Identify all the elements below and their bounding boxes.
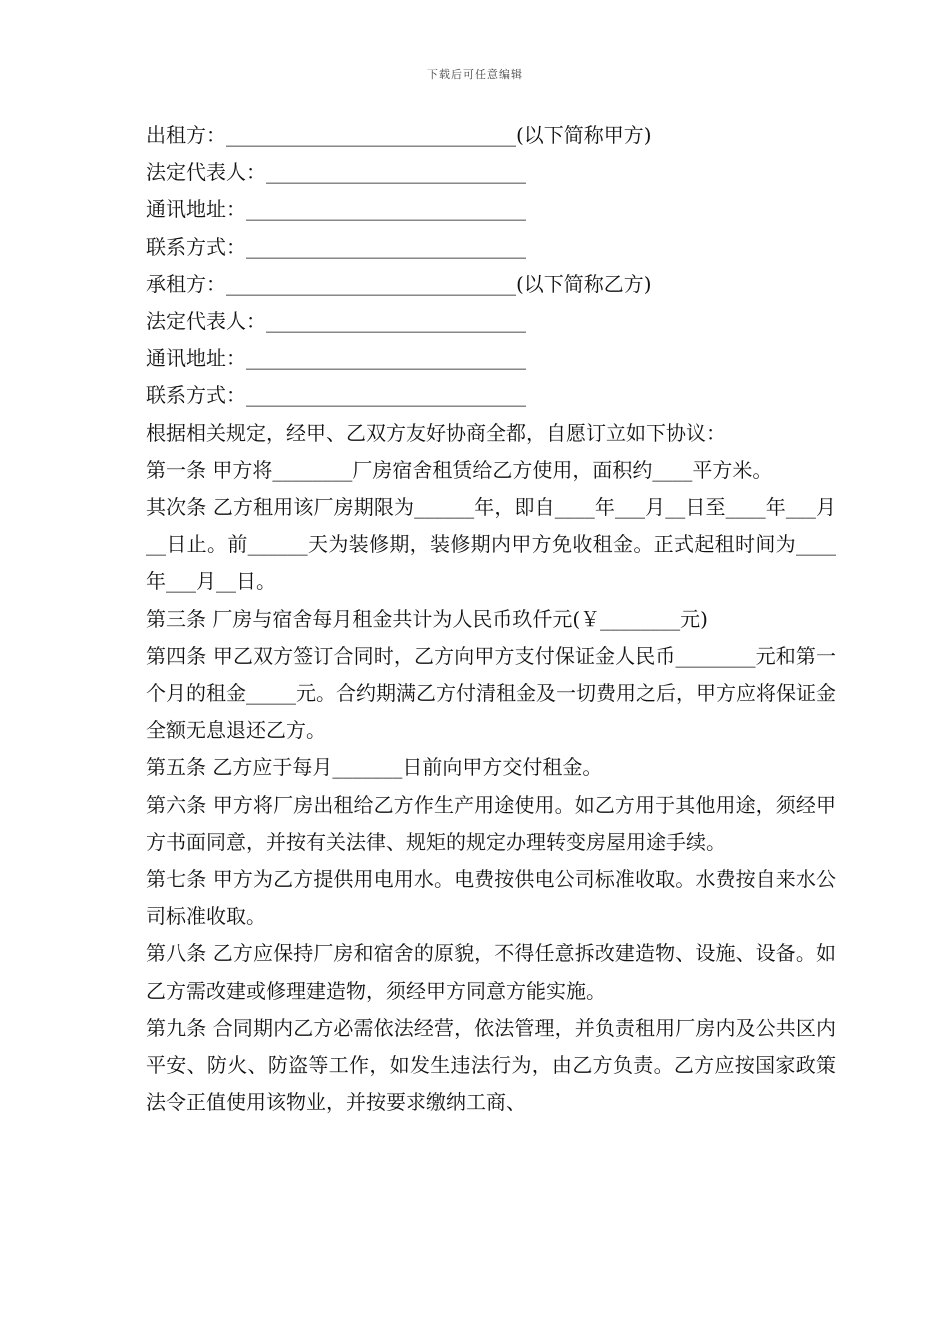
lessor-address: 通讯地址：____________________________ <box>146 197 526 222</box>
article-1: 第一条 甲方将________厂房宿舍租赁给乙方使用，面积约____平方米。 <box>146 457 773 482</box>
lessee-address: 通讯地址：____________________________ <box>146 346 526 371</box>
lessor-contact: 联系方式：____________________________ <box>146 234 526 259</box>
article-4: 第四条 甲乙双方签订合同时，乙方向甲方支付保证金人民币________元和第一个月的租金_____元。合约期满乙方付清租金及一切费用之后，甲方应将保证金全额无息退还乙方。 <box>146 643 836 743</box>
article-2: 其次条 乙方租用该厂房期限为______年，即自____年___月__日至____年___月__日止。前______天为装修期，装修期内甲方免收租金。正式起租时间为____年___月__日。 <box>146 495 836 594</box>
lessee-contact: 联系方式：____________________________ <box>146 383 526 408</box>
intro-paragraph: 根据相关规定，经甲、乙双方友好协商全都，自愿订立如下协议： <box>146 420 726 445</box>
article-3: 第三条 厂房与宿舍每月租金共计为人民币玖仟元(￥________元) <box>146 606 708 631</box>
article-9: 第九条 合同期内乙方必需依法经营，依法管理，并负责租用厂房内及公共区内平安、防火、防盗等工作，如发生违法行为，由乙方负责。乙方应按国家政策法令正值使用该物业，并按要求缴纳工商、 <box>146 1015 836 1115</box>
lessee-representative: 法定代表人：__________________________ <box>146 309 526 334</box>
article-6: 第六条 甲方将厂房出租给乙方作生产用途使用。如乙方用于其他用途，须经甲方书面同意，并按有关法律、规矩的规定办理转变房屋用途手续。 <box>146 792 836 854</box>
contract-body <box>146 117 836 1121</box>
lessor-representative: 法定代表人：__________________________ <box>146 160 526 185</box>
article-7: 第七条 甲方为乙方提供用电用水。电费按供电公司标准收取。水费按自来水公司标准收取。 <box>146 867 836 929</box>
article-8: 第八条 乙方应保持厂房和宿舍的原貌，不得任意拆改建造物、设施、设备。如乙方需改建或修理建造物，须经甲方同意方能实施。 <box>146 941 836 1003</box>
article-5: 第五条 乙方应于每月_______日前向甲方交付租金。 <box>146 755 603 780</box>
page-header-note: 下载后可任意编辑 <box>427 68 523 81</box>
lessee-line: 承租方：_____________________________(以下简称乙方) <box>146 271 652 296</box>
lessor-line: 出租方：_____________________________(以下简称甲方) <box>146 123 652 147</box>
